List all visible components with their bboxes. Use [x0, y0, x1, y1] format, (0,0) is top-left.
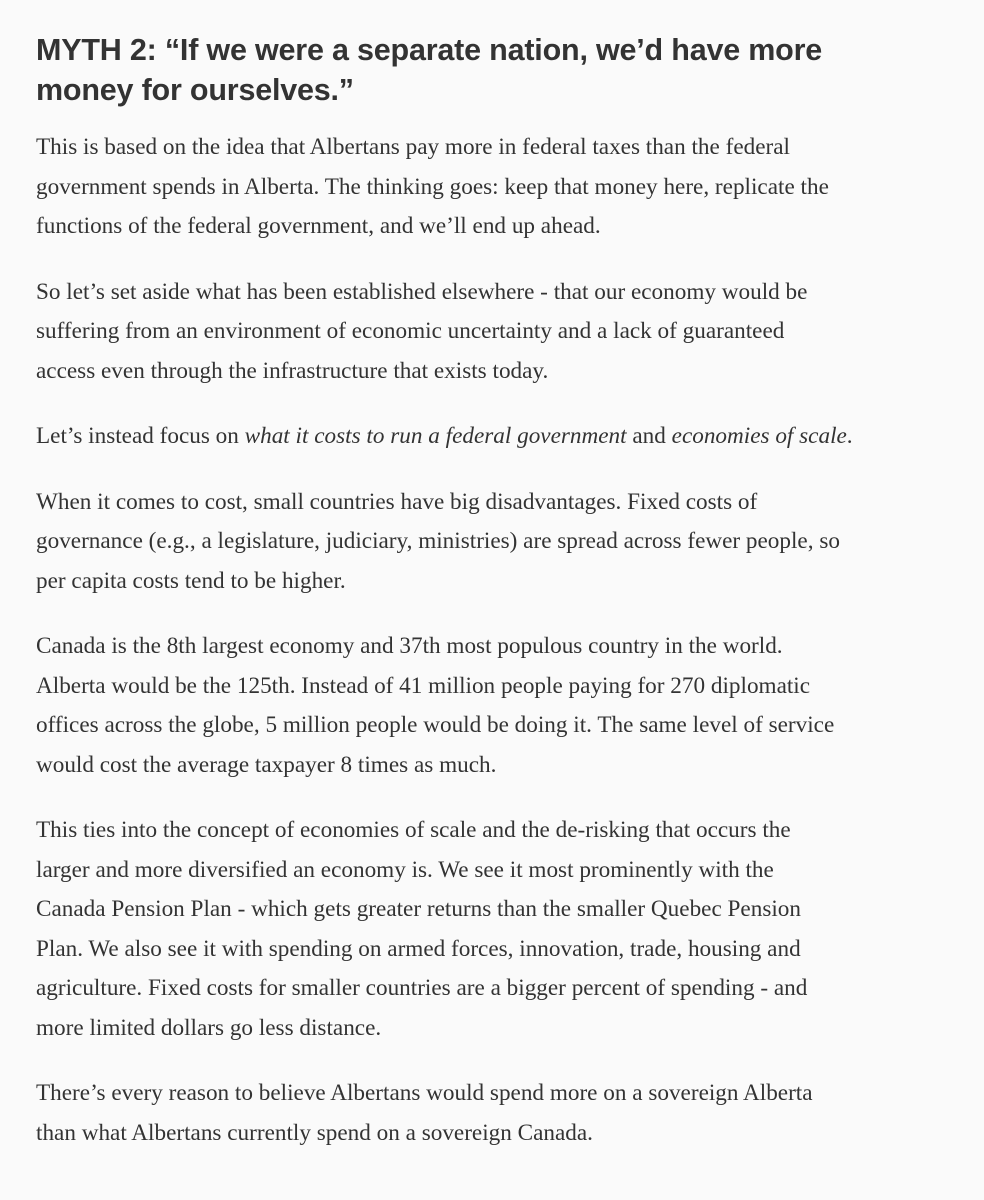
focus-text-before: Let’s instead focus on [36, 423, 245, 449]
text-line: larger and more diversified an economy is. We see it most prominently with the [36, 856, 774, 883]
text-line: offices across the globe, 5 million people would be doing it. The same level of service [36, 712, 835, 738]
heading-line-1: MYTH 2: “If we were a separate nation, we’d have more [36, 33, 823, 67]
paragraph-conclusion [36, 1074, 948, 1153]
paragraph-set-aside [36, 273, 948, 392]
text-line: Canada Pension Plan - which gets greater returns than the smaller Quebec Pension [36, 896, 801, 922]
text-line: So let’s set aside what has been established elsewhere - that our economy would be [36, 278, 808, 305]
text-line: access even through the infrastructure that exists today. [36, 357, 549, 384]
paragraph-canada-economy [36, 627, 948, 785]
paragraph-economies-of-scale [36, 811, 948, 1048]
text-line: would cost the average taxpayer 8 times as much. [36, 751, 497, 778]
text-line: Alberta would be the 125th. Instead of 41 million people paying for 270 diplomatic [36, 672, 811, 699]
text-line: There’s every reason to believe Albertans would spend more on a sovereign Alberta [36, 1080, 813, 1106]
text-line: Plan. We also see it with spending on armed forces, innovation, trade, housing and [36, 935, 801, 962]
text-line: than what Albertans currently spend on a sovereign Canada. [36, 1119, 593, 1146]
heading-line-2: money for ourselves.” [36, 73, 354, 107]
text-line: governance (e.g., a legislature, judiciary, ministries) are spread across fewer people, so [36, 528, 840, 554]
focus-italic-scale: economies of scale [671, 423, 847, 449]
text-line [36, 417, 948, 457]
paragraph-focus [36, 417, 948, 457]
paragraph-taxes [36, 128, 948, 247]
myth-heading [36, 30, 948, 110]
text-line: per capita costs tend to be higher. [36, 567, 346, 594]
text-line: This ties into the concept of economies of scale and the de-risking that occurs the [36, 817, 791, 843]
text-line: Canada is the 8th largest economy and 37th most populous country in the world. [36, 633, 783, 659]
paragraph-cost [36, 483, 948, 602]
text-line: functions of the federal government, and we’ll end up ahead. [36, 213, 601, 239]
text-line: more limited dollars go less distance. [36, 1014, 382, 1041]
focus-text-after: . [846, 423, 853, 449]
text-line: suffering from an environment of economic uncertainty and a lack of guaranteed [36, 318, 785, 344]
text-line: This is based on the idea that Albertans pay more in federal taxes than the federal [36, 134, 790, 160]
text-line: When it comes to cost, small countries have big disadvantages. Fixed costs of [36, 488, 758, 515]
text-line: government spends in Alberta. The thinking goes: keep that money here, replicate the [36, 173, 829, 200]
focus-italic-cost: what it costs to run a federal government [244, 423, 627, 449]
text-line: agriculture. Fixed costs for smaller countries are a bigger percent of spending - and [36, 975, 808, 1001]
focus-text-middle: and [626, 423, 672, 449]
